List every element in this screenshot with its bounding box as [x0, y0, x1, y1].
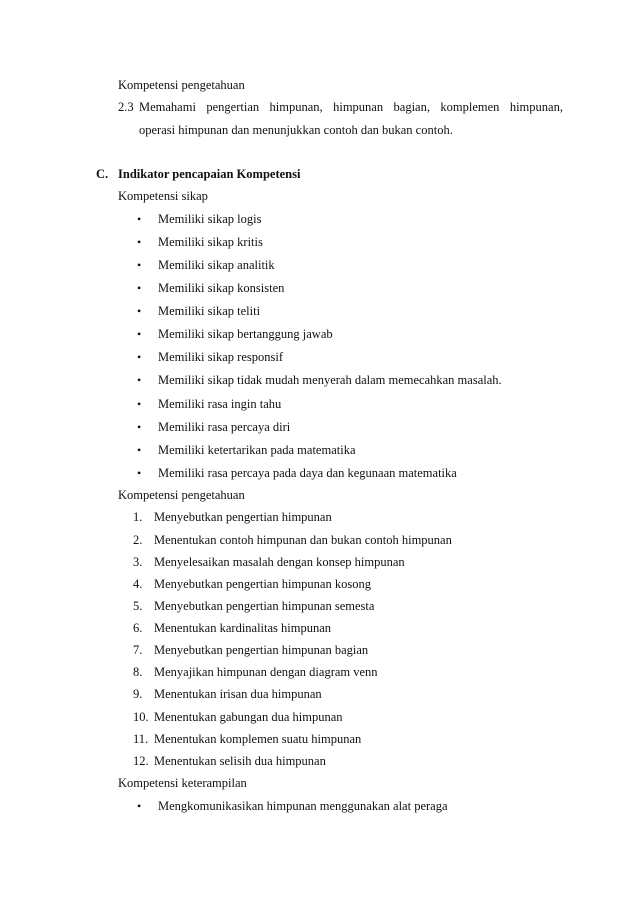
list-item-number: 2.: [133, 533, 143, 547]
list-item-text: Memiliki sikap konsisten: [158, 281, 285, 295]
list-item-text: Menentukan komplemen suatu himpunan: [154, 732, 362, 746]
bullet-icon: •: [137, 799, 142, 813]
list-item-number: 4.: [133, 577, 143, 591]
list-item-number: 9.: [133, 687, 143, 701]
list-item-number: 5.: [133, 599, 143, 613]
list-item-text: Memiliki sikap tidak mudah menyerah dalam memecahkan masalah.: [158, 373, 502, 387]
bullet-icon: •: [137, 327, 142, 341]
list-item-number: 10.: [133, 710, 149, 724]
list-item-text: Memiliki rasa ingin tahu: [158, 397, 282, 411]
list-item-text: Memiliki sikap teliti: [158, 304, 261, 318]
list-item-text: Menentukan contoh himpunan dan bukan contoh himpunan: [154, 533, 452, 547]
list-item-text: Menentukan irisan dua himpunan: [154, 687, 322, 701]
kompetensi-sikap-heading: Kompetensi sikap: [118, 189, 208, 203]
kompetensi-pengetahuan-heading: Kompetensi pengetahuan: [118, 78, 245, 92]
kd-word: himpunan,: [509, 100, 563, 114]
bullet-icon: •: [137, 350, 142, 364]
bullet-icon: •: [137, 212, 142, 226]
list-item-text: Memiliki sikap logis: [158, 212, 262, 226]
kd-line-2: operasi himpunan dan menunjukkan contoh dan bukan contoh.: [139, 123, 453, 137]
kd-word: Memahami: [139, 100, 196, 114]
list-item-number: 11.: [133, 732, 149, 746]
bullet-icon: •: [137, 258, 142, 272]
list-item-number: 7.: [133, 643, 143, 657]
list-item-text: Memiliki rasa percaya diri: [158, 420, 291, 434]
kompetensi-keterampilan-heading: Kompetensi keterampilan: [118, 776, 247, 790]
list-item-text: Menyebutkan pengertian himpunan bagian: [154, 643, 369, 657]
list-item-text: Menyelesaikan masalah dengan konsep himpunan: [154, 555, 405, 569]
section-title: Indikator pencapaian Kompetensi: [118, 167, 301, 181]
list-item-text: Memiliki ketertarikan pada matematika: [158, 443, 356, 457]
list-item-text: Menentukan gabungan dua himpunan: [154, 710, 343, 724]
kd-word: himpunan: [333, 100, 384, 114]
bullet-icon: •: [137, 466, 142, 480]
section-letter: C.: [96, 167, 109, 181]
bullet-icon: •: [137, 281, 142, 295]
kd-word: bagian,: [393, 100, 430, 114]
list-item-number: 3.: [133, 555, 143, 569]
list-item-text: Memiliki rasa percaya pada daya dan kegunaan matematika: [158, 466, 457, 480]
kd-word: himpunan,: [269, 100, 323, 114]
list-item-text: Menyebutkan pengertian himpunan: [154, 510, 332, 524]
kd-line-1: [139, 99, 563, 115]
list-item-number: 6.: [133, 621, 143, 635]
list-item-text: Menyebutkan pengertian himpunan semesta: [154, 599, 375, 613]
list-item-text: Memiliki sikap responsif: [158, 350, 283, 364]
list-item-text: Menyajikan himpunan dengan diagram venn: [154, 665, 378, 679]
bullet-icon: •: [137, 397, 142, 411]
bullet-icon: •: [137, 420, 142, 434]
list-item-text: Menyebutkan pengertian himpunan kosong: [154, 577, 371, 591]
bullet-icon: •: [137, 443, 142, 457]
list-item-text: Memiliki sikap bertanggung jawab: [158, 327, 333, 341]
bullet-icon: •: [137, 235, 142, 249]
bullet-icon: •: [137, 373, 142, 387]
kd-word: komplemen: [440, 100, 500, 114]
list-item-text: Memiliki sikap analitik: [158, 258, 275, 272]
kompetensi-pengetahuan-heading-2: Kompetensi pengetahuan: [118, 488, 245, 502]
list-item-text: Mengkomunikasikan himpunan menggunakan alat peraga: [158, 799, 448, 813]
list-item-text: Memiliki sikap kritis: [158, 235, 263, 249]
list-item-text: Menentukan kardinalitas himpunan: [154, 621, 332, 635]
kd-number: 2.3: [118, 100, 134, 114]
list-item-number: 1.: [133, 510, 143, 524]
bullet-icon: •: [137, 304, 142, 318]
list-item-number: 12.: [133, 754, 149, 768]
kd-word: pengertian: [206, 100, 260, 114]
list-item-number: 8.: [133, 665, 143, 679]
list-item-text: Menentukan selisih dua himpunan: [154, 754, 326, 768]
